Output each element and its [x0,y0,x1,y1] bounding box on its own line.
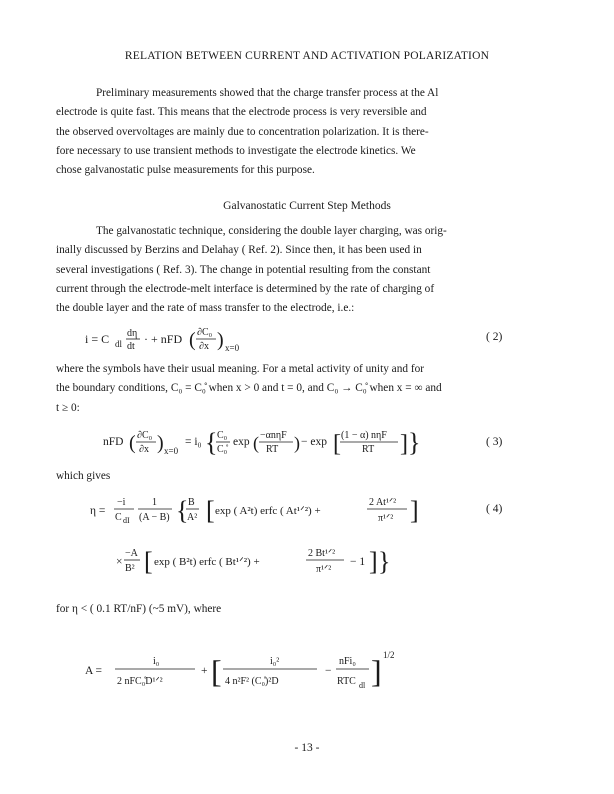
svg-text:): ) [157,432,164,454]
svg-text:): ) [217,329,224,351]
which-gives-text [56,467,546,486]
svg-text:exp: exp [233,436,250,448]
svg-text:(A − B): (A − B) [139,512,170,523]
svg-text:}: } [378,547,391,576]
svg-text:dl: dl [115,339,123,349]
text-line: t ≥ 0: [56,401,80,414]
text-line: Preliminary measurements showed that the charge transfer process at the Al [96,87,439,99]
svg-text:i₀²: i₀² [270,656,280,667]
svg-text:− 1: − 1 [350,556,366,568]
svg-text:dl: dl [359,681,366,690]
svg-text:= i₀: = i₀ [185,436,202,448]
equation-number: ( 3) [486,436,503,448]
text-line: chose galvanostatic pulse measurements for this purpose. [56,164,315,177]
svg-text:−: − [325,665,332,677]
svg-text:η =: η = [90,505,106,517]
svg-text:exp ( B²t) erfc ( Bt¹ᐟ²) +: exp ( B²t) erfc ( Bt¹ᐟ²) + [154,556,260,568]
svg-text:−A: −A [125,548,138,559]
text-line: inally discussed by Berzins and Delahay ( Ref. 2). Since then, it has been used in [56,244,422,257]
svg-text:[: [ [206,496,215,525]
svg-text:nFD: nFD [103,436,124,448]
svg-text:B²: B² [125,563,135,574]
svg-text:RT: RT [362,444,375,455]
page-title: RELATION BETWEEN CURRENT AND ACTIVATION POLARIZATION [124,50,490,62]
svg-text:1/2: 1/2 [383,650,395,660]
svg-text:x=0: x=0 [164,446,179,456]
svg-text:− exp: − exp [301,436,327,448]
svg-text:2 At¹ᐟ²: 2 At¹ᐟ² [369,497,397,508]
text-line: the double layer and the rate of mass transfer to the electrode, i.e.: [56,302,355,315]
svg-text:∂C₀: ∂C₀ [137,430,153,441]
text-line: the observed overvoltages are mainly due to concentration polarization. It is there- [56,125,429,138]
svg-text:A²: A² [187,512,198,523]
equation-4-line2 [116,538,436,584]
svg-text:dt: dt [127,341,135,352]
svg-text:dη: dη [127,328,138,339]
text-line: current through the electrode-melt interface is determined by the rate of charging of [56,282,435,295]
svg-text:A =: A = [85,665,103,677]
svg-text:· + nFD: · + nFD [144,332,183,346]
svg-text:[: [ [211,653,222,689]
condition-text [56,600,546,619]
text-line: which gives [56,470,111,482]
svg-text:2 nFC₀̊D¹ᐟ²: 2 nFC₀̊D¹ᐟ² [117,676,163,687]
svg-text:nFi₀: nFi₀ [339,656,356,667]
svg-text:): ) [294,433,300,453]
svg-text:−i: −i [117,497,126,508]
svg-text:]: ] [400,431,408,457]
equation-4-line1 [90,488,430,532]
svg-text:RTC: RTC [337,676,356,687]
svg-text:∂C₀: ∂C₀ [197,327,213,338]
svg-text:(: ( [189,329,196,351]
equation-A-definition [85,642,415,702]
text-line: fore necessary to use transient methods to investigate the electrode kinetics. We [56,144,416,157]
text-line: several investigations ( Ref. 3). The change in potential resulting from the constant [56,263,431,276]
svg-text:]: ] [371,653,382,689]
svg-text:∂x: ∂x [139,444,149,455]
text-line: The galvanostatic technique, considering the double layer charging, was orig- [96,225,447,237]
svg-text:1: 1 [152,497,157,508]
svg-text:×: × [116,556,123,568]
svg-text:(: ( [253,433,259,453]
svg-text:C₀: C₀ [217,430,228,441]
svg-text:[: [ [333,431,341,457]
svg-text:4 n²F² (C₀̊)²D: 4 n²F² (C₀̊)²D [225,676,279,687]
svg-text:i₀: i₀ [153,656,160,667]
equation-3 [103,419,433,469]
svg-text:B: B [188,497,195,508]
svg-text:(1 − α) nηF: (1 − α) nηF [341,430,387,441]
section-heading: Galvanostatic Current Step Methods [223,200,391,212]
text-line: electrode is quite fast. This means that the electrode process is very reversible and [56,106,427,119]
svg-text:dI: dI [123,516,130,525]
text-line: for η < ( 0.1 RT/nF) (~5 mV), where [56,603,222,615]
paragraph-method [56,222,546,318]
svg-text:x=0: x=0 [225,343,240,353]
svg-text:−αnηF: −αnηF [260,430,287,441]
equation-number: ( 2) [486,331,503,343]
svg-text:2 Bt¹ᐟ²: 2 Bt¹ᐟ² [308,548,336,559]
svg-text:C: C [115,512,122,523]
paragraph-intro [56,84,546,180]
svg-text:]: ] [369,547,378,576]
equation-2 [85,316,345,362]
svg-text:(: ( [129,432,136,454]
svg-text:}: } [408,428,421,457]
svg-text:exp ( A²t) erfc ( At¹ᐟ²) +: exp ( A²t) erfc ( At¹ᐟ²) + [215,505,321,517]
svg-text:[: [ [144,547,153,576]
svg-text:{: { [205,428,218,457]
svg-text:π¹ᐟ²: π¹ᐟ² [316,564,332,575]
page-number: - 13 - [294,742,320,754]
equation-number: ( 4) [486,503,503,515]
svg-text:+: + [201,665,208,677]
paragraph-symbols [56,360,546,418]
text-line: the boundary conditions, C₀ = C₀̊ when x > 0 and t = 0, and C₀ → C₀̊ when x = ∞ and [56,382,442,395]
svg-text:RT: RT [266,444,279,455]
svg-text:i = C: i = C [85,332,110,346]
svg-text:]: ] [410,496,419,525]
svg-text:π¹ᐟ²: π¹ᐟ² [378,513,394,524]
svg-text:∂x: ∂x [199,341,209,352]
text-line: where the symbols have their usual meaning. For a metal activity of unity and for [56,363,424,375]
svg-text:{: { [176,496,189,525]
svg-text:C₀̊: C₀̊ [217,444,228,455]
